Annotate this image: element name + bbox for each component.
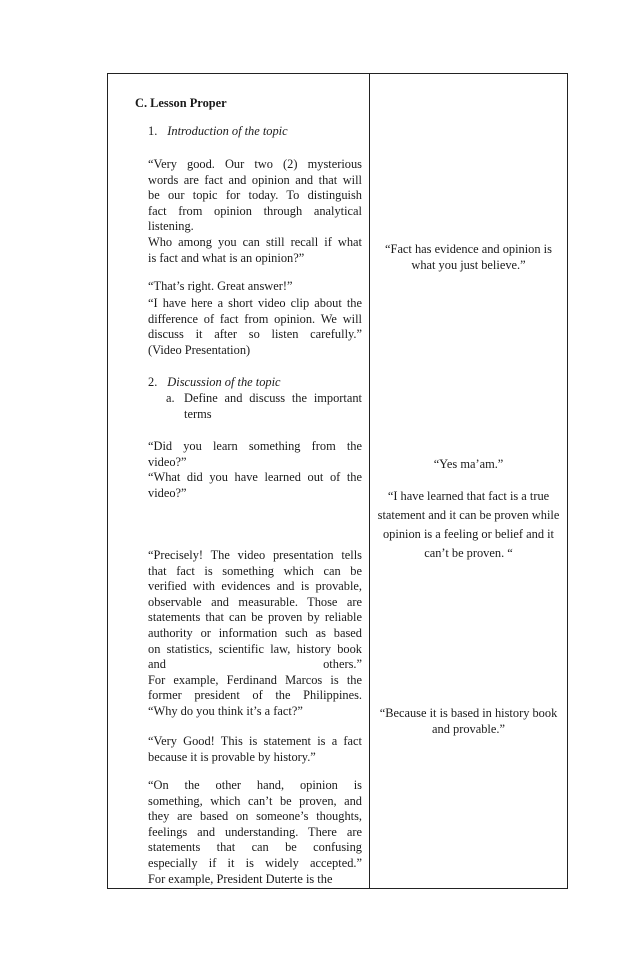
- text-line: fact from opinion through analytical: [148, 203, 362, 218]
- text-line: opinion is a feeling or belief and it: [382, 527, 554, 541]
- text-line: is fact and what is an opinion?”: [148, 250, 305, 265]
- text-line: listening.: [148, 219, 194, 234]
- text-line: For example, President Duterte is the: [148, 871, 333, 886]
- text-line: terms: [184, 406, 212, 421]
- teacher-paragraph: [148, 548, 362, 720]
- student-response: [370, 487, 567, 563]
- teacher-paragraph: [148, 157, 362, 235]
- text-line: “Why do you think it’s a fact?”: [148, 703, 303, 718]
- text-line: observable and measurable. Those are: [148, 594, 362, 609]
- text-line: verified with evidences and is provable,: [148, 579, 362, 594]
- student-response: [370, 457, 567, 473]
- lesson-plan-table: [107, 73, 568, 889]
- text-line: feelings and understanding. There are: [148, 824, 362, 839]
- text-line: words are fact and opinion and that will: [148, 172, 362, 187]
- text-line: especially if it is widely accepted.”: [148, 855, 362, 870]
- text-line: “Because it is based in history book: [379, 706, 558, 720]
- text-line: “I have here a short video clip about the: [148, 296, 362, 310]
- student-response: [370, 242, 567, 273]
- text-line: “On the other hand, opinion is: [148, 778, 362, 792]
- item-marker: a.: [166, 391, 175, 405]
- text-line: Who among you can still recall if what: [148, 235, 362, 249]
- text-line: “Yes ma’am.”: [433, 457, 504, 471]
- text-line: “Very Good! This is statement is a fact: [148, 734, 362, 748]
- text-line: former president of the Philippines.: [148, 688, 362, 703]
- text-line: statements that can be proven by reliable: [148, 610, 362, 625]
- discussion-subheading: [148, 375, 281, 391]
- student-response: [370, 706, 567, 737]
- text-line: video?”: [148, 454, 187, 469]
- text-line: For example, Ferdinand Marcos is the: [148, 672, 362, 687]
- text-line: that fact is something which can be: [148, 563, 362, 578]
- intro-subheading: [148, 124, 288, 140]
- teacher-paragraph: [148, 296, 362, 358]
- text-line: Define and discuss the important: [184, 391, 362, 405]
- text-line: something, which can’t be proven, and: [148, 793, 362, 808]
- lesson-proper-heading: C. Lesson Proper: [135, 96, 227, 110]
- teacher-paragraph: [148, 734, 362, 765]
- text-line: what you just believe.”: [411, 257, 526, 272]
- text-line: “I have learned that fact is a true: [387, 489, 550, 503]
- text-line: “What did you have learned out of the: [148, 470, 362, 485]
- teacher-paragraph: [148, 439, 362, 501]
- discussion-title: Discussion of the topic: [167, 375, 281, 389]
- text-line: “That’s right. Great answer!”: [148, 279, 293, 293]
- teacher-paragraph: [148, 279, 362, 295]
- text-line: “Fact has evidence and opinion is: [385, 242, 552, 256]
- text-line: can’t be proven. “: [424, 546, 513, 560]
- intro-number: 1.: [148, 124, 158, 138]
- discussion-item-a: [166, 391, 362, 422]
- text-line: “Precisely! The video presentation tells: [148, 548, 362, 562]
- teacher-paragraph: [148, 235, 362, 266]
- text-line: statement and it can be proven while: [377, 508, 560, 522]
- text-line: “Did you learn something from the: [148, 439, 362, 453]
- discussion-number: 2.: [148, 375, 158, 389]
- text-line: be our topic for today. To distinguish: [148, 188, 362, 203]
- teacher-activity-column: [108, 74, 370, 888]
- text-line: authority or information such as based: [148, 625, 362, 640]
- text-line: “Very good. Our two (2) mysterious: [148, 157, 362, 171]
- text-line: difference of fact from opinion. We will: [148, 311, 362, 326]
- text-line: video?”: [148, 485, 187, 500]
- text-line: (Video Presentation): [148, 342, 251, 357]
- text-line: because it is provable by history.”: [148, 749, 316, 764]
- text-line: statements that can be confusing: [148, 840, 362, 855]
- text-line: on statistics, scientific law, history book: [148, 641, 362, 656]
- text-line: they are based on someone’s thoughts,: [148, 809, 362, 824]
- text-line: and provable.”: [432, 721, 505, 736]
- text-line: discuss it after so listen carefully.”: [148, 327, 362, 342]
- teacher-paragraph: [148, 778, 362, 887]
- intro-title: Introduction of the topic: [167, 124, 288, 138]
- student-activity-column: [370, 74, 567, 888]
- item-text: [166, 391, 362, 422]
- text-line: and others.”: [148, 657, 362, 672]
